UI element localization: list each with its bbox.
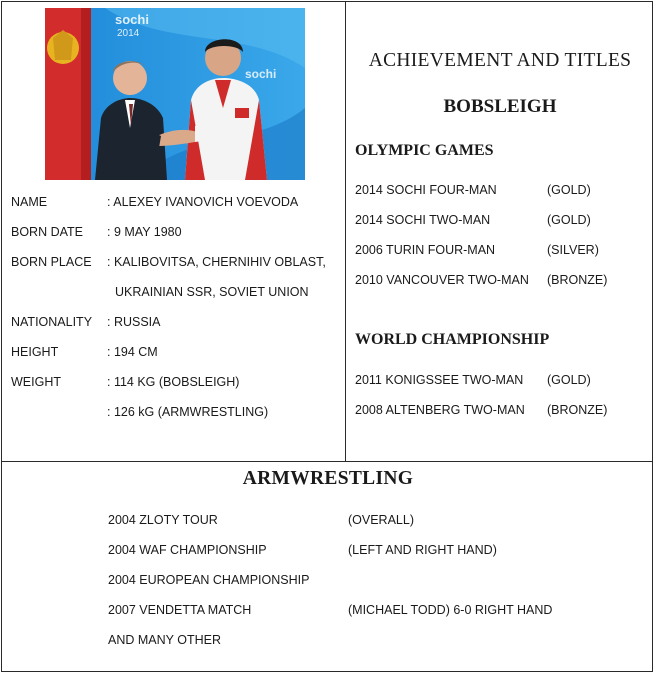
- bio-value: UKRAINIAN SSR, SOVIET UNION: [115, 285, 309, 299]
- svg-text:sochi: sochi: [245, 67, 277, 81]
- bio-label: NATIONALITY: [11, 315, 93, 329]
- achievement-event: 2011 KONIGSSEE TWO-MAN: [355, 373, 524, 387]
- bio-row-born-place: [11, 252, 341, 272]
- bio-row-weight: [11, 372, 341, 392]
- achievement-row: [355, 240, 599, 260]
- svg-text:sochi: sochi: [115, 12, 149, 27]
- bio-label: HEIGHT: [11, 345, 59, 359]
- achievement-result: (BRONZE): [547, 273, 608, 287]
- achievement-result: (GOLD): [547, 183, 591, 197]
- armwrestling-result: (OVERALL): [348, 513, 414, 527]
- achievement-result: (GOLD): [547, 213, 591, 227]
- achievement-row: [355, 400, 608, 420]
- armwrestling-panel: [1, 461, 653, 672]
- armwrestling-row: [108, 540, 497, 560]
- award-ceremony-photo: [45, 8, 305, 180]
- armwrestling-event: 2004 EUROPEAN CHAMPIONSHIP: [108, 573, 310, 587]
- armwrestling-result: (LEFT AND RIGHT HAND): [348, 543, 497, 557]
- olympic-games-heading: OLYMPIC GAMES: [355, 142, 494, 159]
- achievement-row: [355, 180, 591, 200]
- armwrestling-result: (MICHAEL TODD) 6-0 RIGHT HAND: [348, 603, 553, 617]
- bio-value: : ALEXEY IVANOVICH VOEVODA: [107, 195, 299, 209]
- achievement-event: 2008 ALTENBERG TWO-MAN: [355, 403, 525, 417]
- armwrestling-row: [108, 630, 221, 650]
- armwrestling-heading: ARMWRESTLING: [242, 468, 414, 489]
- armwrestling-event: 2004 WAF CHAMPIONSHIP: [108, 543, 267, 557]
- achievement-row: [355, 210, 591, 230]
- armwrestling-event: 2004 ZLOTY TOUR: [108, 513, 218, 527]
- bobsleigh-heading: BOBSLEIGH: [443, 96, 557, 117]
- bio-row-height: [11, 342, 341, 362]
- bio-value: : RUSSIA: [107, 315, 161, 329]
- achievement-row: [355, 370, 591, 390]
- bio-row-born-place-cont: [11, 282, 341, 302]
- armwrestling-row: [108, 510, 414, 530]
- achievement-event: 2010 VANCOUVER TWO-MAN: [355, 273, 529, 287]
- bio-row-name: [11, 192, 341, 212]
- world-championship-heading: WORLD CHAMPIONSHIP: [355, 331, 550, 348]
- achievements-title: ACHIEVEMENT AND TITLES: [368, 50, 632, 71]
- bio-value: : KALIBOVITSA, CHERNIHIV OBLAST,: [107, 255, 326, 269]
- achievement-row: [355, 270, 608, 290]
- bio-row-born-date: [11, 222, 341, 242]
- profile-panel: [1, 1, 346, 462]
- bio-label: BORN PLACE: [11, 255, 92, 269]
- achievement-event: 2014 SOCHI TWO-MAN: [355, 213, 491, 227]
- achievements-panel: [345, 1, 653, 462]
- bio-label: NAME: [11, 195, 48, 209]
- svg-text:2014: 2014: [117, 28, 140, 39]
- bio-value: : 194 CM: [107, 345, 158, 359]
- bio-label: WEIGHT: [11, 375, 61, 389]
- armwrestling-row: [108, 570, 309, 590]
- bio-row-nationality: [11, 312, 341, 332]
- achievement-result: (SILVER): [547, 243, 599, 257]
- bio-label: BORN DATE: [11, 225, 83, 239]
- bio-value: : 126 kG (ARMWRESTLING): [107, 405, 269, 419]
- armwrestling-event: 2007 VENDETTA MATCH: [108, 603, 252, 617]
- achievement-event: 2006 TURIN FOUR-MAN: [355, 243, 496, 257]
- armwrestling-row: [108, 600, 553, 620]
- achievement-result: (GOLD): [547, 373, 591, 387]
- bio-value: : 9 MAY 1980: [107, 225, 182, 239]
- achievement-result: (BRONZE): [547, 403, 608, 417]
- achievement-event: 2014 SOCHI FOUR-MAN: [355, 183, 497, 197]
- bio-value: : 114 KG (BOBSLEIGH): [107, 375, 240, 389]
- armwrestling-event: AND MANY OTHER: [108, 633, 221, 647]
- bio-row-weight-cont: [11, 402, 341, 422]
